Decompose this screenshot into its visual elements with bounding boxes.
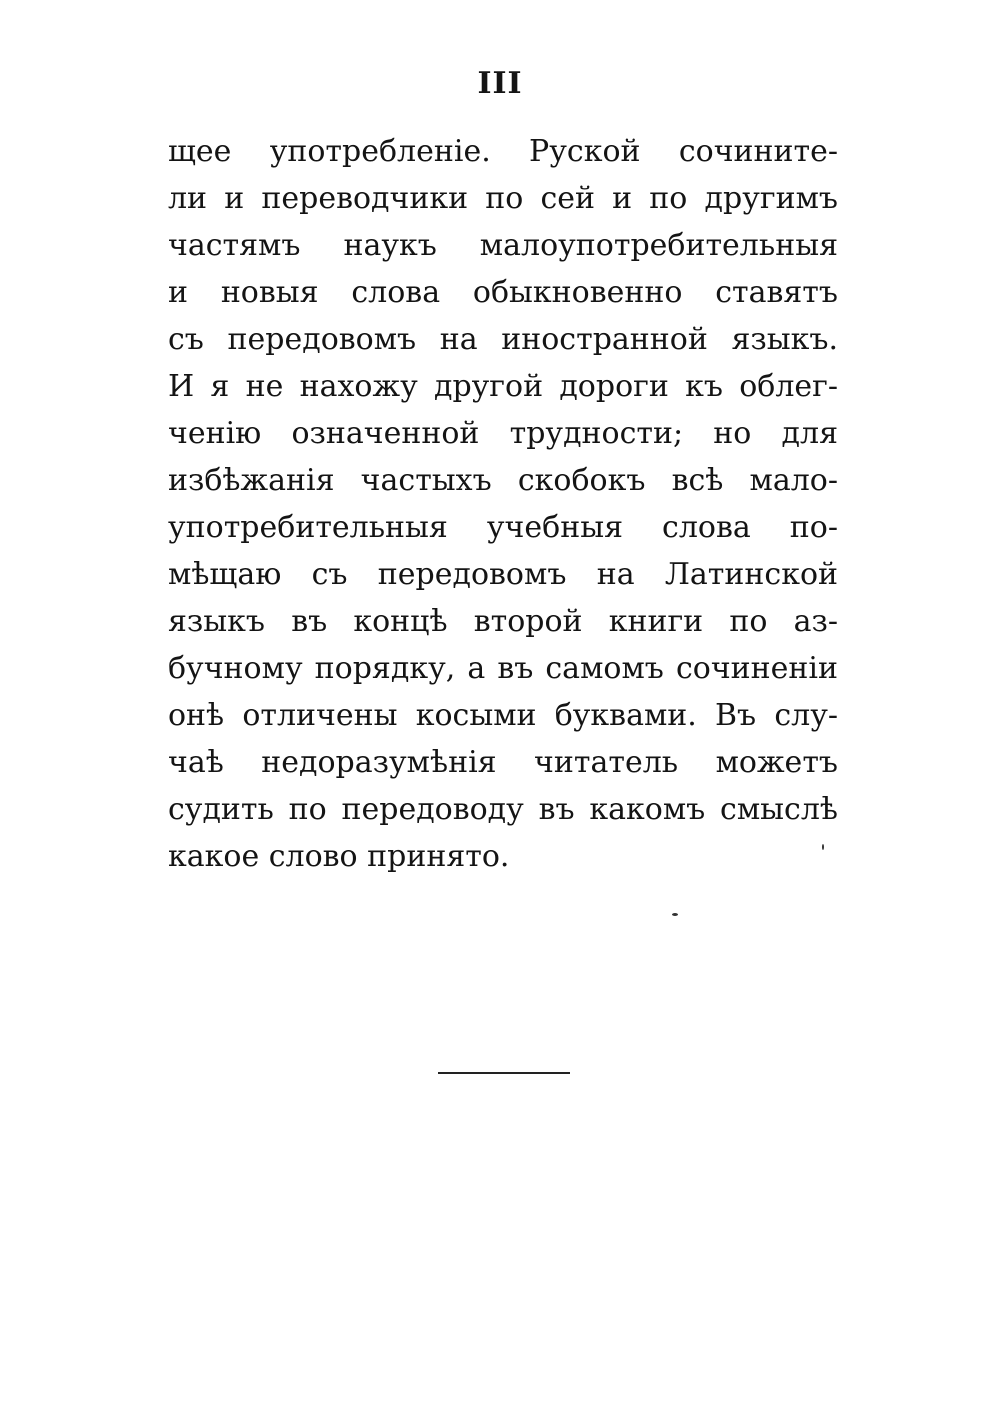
text-line: чаѣ недоразумѣнія читатель можетъ [168,745,838,780]
text-line: съ передовомъ на иностранной языкъ. [168,322,838,357]
text-line: мѣщаю съ передовомъ на Латинской [168,557,838,592]
text-line: частямъ наукъ малоупотребительныя [168,228,838,263]
ink-speck [822,844,824,850]
text-line: бучному порядку, а въ самомъ сочиненіи [168,651,838,686]
text-line: употребительныя учебныя слова по- [168,510,838,545]
section-divider [438,1072,570,1074]
text-line: и новыя слова обыкновенно ставятъ [168,275,838,310]
text-line: онѣ отличены косыми буквами. Въ слу- [168,698,838,733]
text-line: судить по передоводу въ какомъ смыслѣ [168,792,838,827]
text-line: щее употребленіе. Руской сочините- [168,134,838,169]
text-line: избѣжанія частыхъ скобокъ всѣ мало- [168,463,838,498]
text-line: ли и переводчики по сей и по другимъ [168,181,838,216]
text-line: языкъ въ концѣ второй книги по аз- [168,604,838,639]
text-line: И я не нахожу другой дороги къ облег- [168,369,838,404]
page-number: III [477,66,523,101]
body-text [168,128,838,880]
text-line: какое слово принято. [168,839,510,874]
text-line: ченію означенной трудности; но для [168,416,838,451]
ink-speck [672,913,678,916]
